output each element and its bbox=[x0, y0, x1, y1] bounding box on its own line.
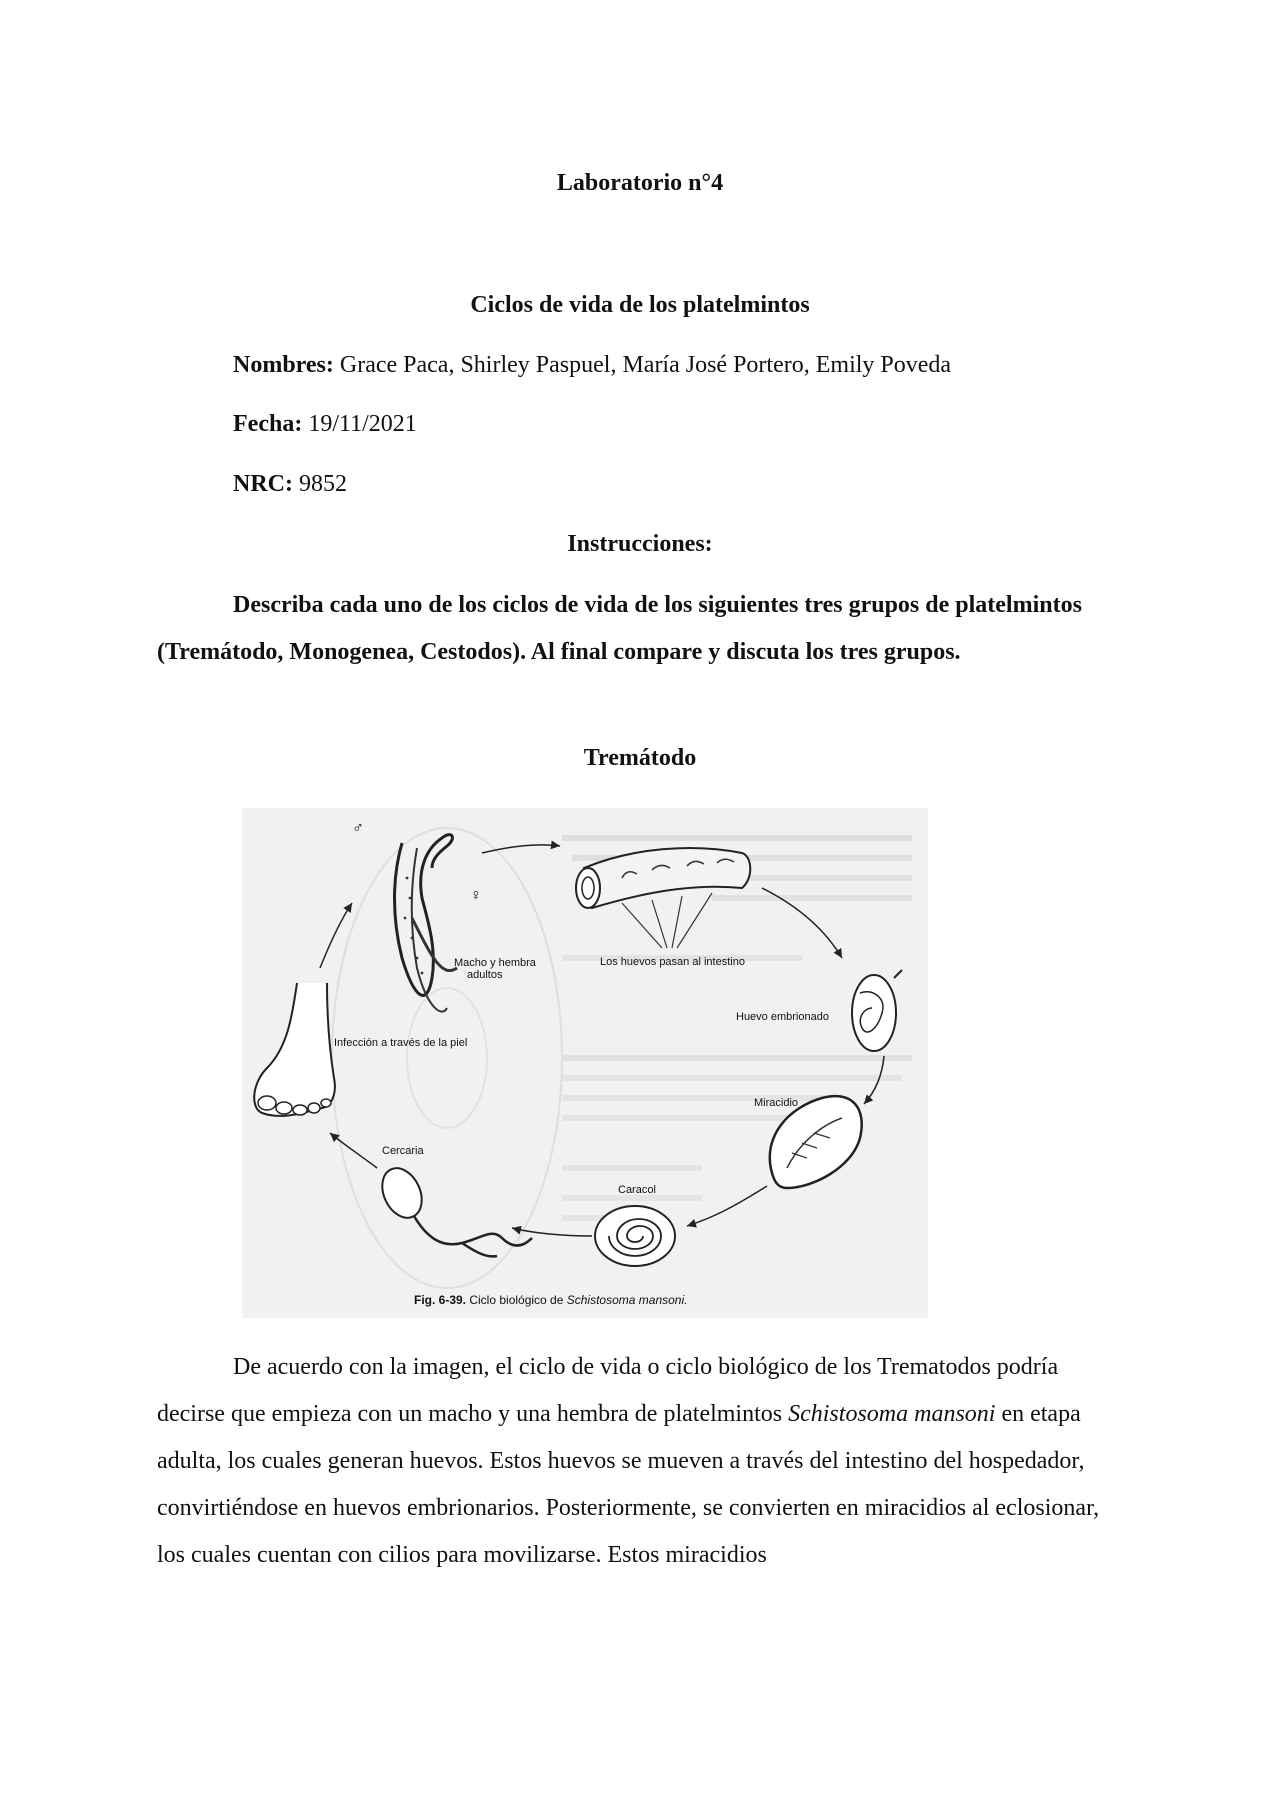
arrow-skin-to-adults bbox=[320, 903, 352, 968]
label-intestine: Los huevos pasan al intestino bbox=[600, 956, 745, 968]
names-value: Grace Paca, Shirley Paspuel, María José Portero, Emily Poveda bbox=[333, 352, 952, 378]
arrow-miracidium-to-snail bbox=[687, 1186, 767, 1226]
names-field bbox=[233, 352, 951, 379]
instructions-heading: Instrucciones: bbox=[567, 531, 713, 557]
label-embryonated-egg: Huevo embrionado bbox=[736, 1011, 829, 1023]
caption-species: Schistosoma mansoni. bbox=[566, 1293, 688, 1307]
male-symbol: ♂ bbox=[352, 820, 364, 837]
label-skin-infection: Infección a través de la piel bbox=[334, 1037, 468, 1049]
instructions-paragraph bbox=[157, 582, 1127, 676]
label-adults: Macho y hembra bbox=[454, 957, 536, 969]
nrc-label: NRC: bbox=[233, 471, 293, 497]
date-value: 19/11/2021 bbox=[302, 411, 417, 437]
section-heading: Tremátodo bbox=[583, 745, 697, 771]
label-cercaria: Cercaria bbox=[382, 1145, 424, 1157]
instructions-text: Describa cada uno de los ciclos de vida de los siguientes tres grupos de platelmintos (Tremátodo, Monogenea, Cestodos). Al final compare y discuta los tres grupos. bbox=[157, 592, 1082, 665]
body-species-name: Schistosoma mansoni bbox=[788, 1401, 996, 1427]
figure-caption bbox=[414, 1293, 687, 1307]
cercaria-illustration bbox=[375, 1162, 532, 1257]
arrow-cercaria-to-skin bbox=[330, 1133, 377, 1168]
body-text-part2: en etapa adulta, los cuales generan huevos. Estos huevos se mueven a través del intestino del hospedador, convirtiéndose en huevos embrionarios. Posteriormente, se convierten en miracidios al eclosionar, los cuales cuentan con cilios para movilizarse. Estos miracidios bbox=[157, 1401, 1100, 1568]
label-miracidium: Miracidio bbox=[754, 1097, 799, 1109]
miracidium-illustration bbox=[770, 1096, 862, 1188]
label-snail: Caracol bbox=[618, 1184, 656, 1196]
names-label: Nombres: bbox=[233, 352, 334, 378]
adult-worms-illustration bbox=[395, 835, 458, 1012]
caption-text: Ciclo biológico de bbox=[466, 1293, 567, 1307]
nrc-value: 9852 bbox=[293, 471, 347, 497]
life-cycle-figure bbox=[242, 808, 928, 1318]
document-title: Laboratorio n°4 bbox=[556, 170, 724, 196]
caption-number: Fig. 6-39. bbox=[414, 1293, 467, 1307]
date-field bbox=[233, 411, 417, 438]
document-subtitle: Ciclos de vida de los platelmintos bbox=[470, 292, 810, 318]
body-text-part1: De acuerdo con la imagen, el ciclo de vida o ciclo biológico de los Trematodos podría decirse que empieza con un macho y una hembra de platelmintos bbox=[157, 1354, 1059, 1427]
female-symbol: ♀ bbox=[470, 887, 482, 904]
body-paragraph bbox=[157, 1344, 1127, 1579]
date-label: Fecha: bbox=[233, 411, 303, 437]
foot-illustration bbox=[254, 983, 335, 1116]
embryonated-egg-illustration bbox=[852, 970, 902, 1051]
life-cycle-diagram bbox=[242, 808, 928, 1318]
snail-illustration bbox=[595, 1206, 675, 1266]
nrc-field bbox=[233, 471, 347, 498]
label-adults-line2: adultos bbox=[467, 969, 503, 981]
